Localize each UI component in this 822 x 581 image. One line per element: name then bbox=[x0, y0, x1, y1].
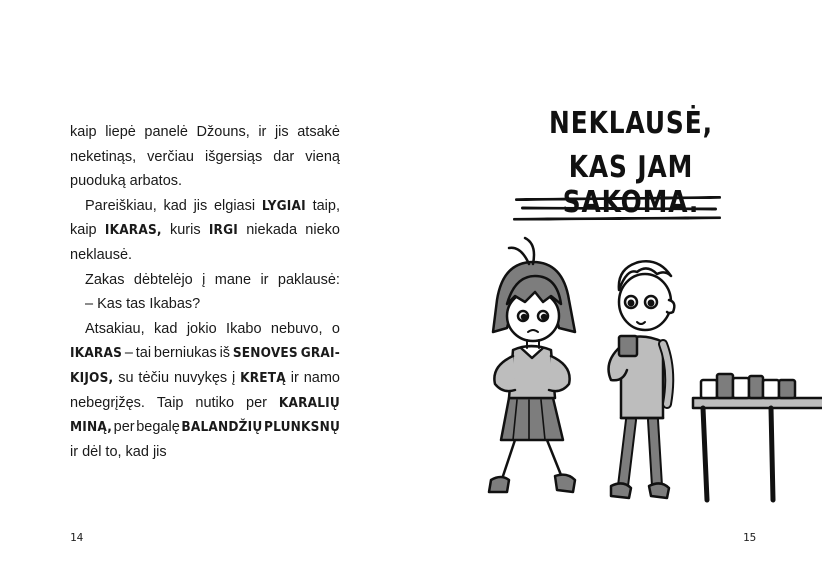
text-word: neklausė. bbox=[70, 247, 133, 263]
page-number-right: 15 bbox=[743, 531, 757, 544]
text-line bbox=[70, 418, 340, 436]
text-word: Kas bbox=[97, 296, 123, 313]
page-number-left: 14 bbox=[70, 531, 84, 544]
text-word: per bbox=[246, 394, 267, 411]
text-word: kad bbox=[154, 320, 178, 337]
text-word: į bbox=[202, 271, 206, 288]
text-word: ir bbox=[70, 443, 79, 460]
text-word: ir bbox=[290, 370, 299, 386]
text-word: tas bbox=[126, 296, 146, 313]
text-line bbox=[70, 344, 340, 362]
text-word: neketinąs, bbox=[70, 148, 137, 165]
text-word: Zakas bbox=[85, 271, 125, 288]
text-word: Džouns, bbox=[196, 124, 250, 140]
text-word: liepė bbox=[105, 124, 136, 140]
text-word: nebuvo, bbox=[270, 320, 323, 337]
text-word: nieko bbox=[305, 222, 340, 239]
text-word: IKARAS bbox=[70, 345, 123, 362]
text-word: berniukas bbox=[153, 345, 217, 362]
text-word: kaip bbox=[70, 124, 97, 140]
text-word: vieną bbox=[305, 148, 340, 165]
text-word: GRAI- bbox=[300, 345, 340, 362]
text-word: dėbtelėjo bbox=[133, 271, 193, 288]
text-line bbox=[70, 443, 340, 461]
text-word: puoduką bbox=[70, 173, 126, 190]
right-page bbox=[411, 0, 822, 581]
text-line bbox=[70, 221, 340, 239]
text-word: arbatos. bbox=[129, 173, 183, 190]
text-line bbox=[70, 148, 340, 166]
text-word: dar bbox=[273, 148, 295, 165]
text-word: MINĄ, bbox=[70, 419, 113, 436]
text-word: IKARAS, bbox=[104, 222, 162, 239]
text-word: tai bbox=[135, 345, 152, 362]
text-word: nutiko bbox=[195, 394, 235, 411]
heading-line-2: KAS JAM SAKOMA. bbox=[562, 150, 700, 220]
boy-figure bbox=[609, 261, 675, 498]
heading-line-1: NEKLAUSĖ, bbox=[549, 106, 713, 141]
text-line bbox=[85, 197, 340, 215]
text-word: per bbox=[113, 419, 135, 436]
text-word: PLUNKSNŲ bbox=[264, 419, 340, 436]
text-word: paklausė: bbox=[277, 271, 340, 288]
text-word: jis bbox=[193, 197, 208, 214]
text-line bbox=[70, 369, 340, 387]
text-word: tėčiu bbox=[138, 370, 170, 386]
text-word: namo bbox=[303, 370, 340, 386]
text-word: į bbox=[232, 370, 236, 386]
text-word: IRGI bbox=[208, 222, 238, 239]
text-line bbox=[85, 295, 340, 313]
text-line bbox=[70, 123, 340, 141]
text-word: atsakė bbox=[297, 124, 340, 140]
text-word: su bbox=[118, 370, 134, 386]
text-word: SENOVES bbox=[232, 345, 298, 362]
text-word: jis bbox=[274, 124, 289, 140]
text-word: begalę bbox=[136, 419, 180, 436]
text-line bbox=[70, 394, 340, 412]
text-word: LYGIAI bbox=[261, 197, 306, 214]
text-word: elgiasi bbox=[213, 197, 256, 214]
text-word: BALANDŽIŲ bbox=[181, 419, 263, 436]
text-word: KRETĄ bbox=[240, 370, 286, 386]
text-word: panelė bbox=[144, 124, 188, 140]
text-word: nebegrįžęs. bbox=[70, 394, 145, 411]
illustration bbox=[411, 0, 822, 581]
text-word: mane bbox=[214, 271, 252, 288]
text-word: Ikabo bbox=[226, 320, 262, 337]
text-word: iš bbox=[219, 345, 231, 362]
text-word: kuris bbox=[169, 222, 201, 239]
text-word: taip, bbox=[312, 197, 340, 214]
text-line bbox=[70, 172, 340, 190]
text-word: verčiau bbox=[147, 148, 194, 165]
text-word: Atsakiau, bbox=[85, 320, 145, 337]
text-line bbox=[85, 271, 340, 289]
table bbox=[693, 374, 822, 500]
text-word: išgersiąs bbox=[204, 148, 263, 165]
text-word: ir bbox=[260, 271, 269, 288]
text-word: – bbox=[124, 345, 133, 362]
girl-figure bbox=[489, 238, 575, 492]
text-word: jokio bbox=[186, 320, 217, 337]
text-line bbox=[85, 320, 340, 338]
text-line bbox=[70, 246, 340, 264]
text-word: dėl bbox=[82, 443, 102, 460]
text-word: jis bbox=[152, 443, 167, 460]
text-word: to, bbox=[105, 443, 122, 460]
text-word: KARALIŲ bbox=[278, 394, 340, 411]
text-word: kad bbox=[125, 443, 149, 460]
text-word: niekada bbox=[246, 222, 298, 239]
text-word: nuvykęs bbox=[173, 370, 228, 386]
text-word: KIJOS, bbox=[70, 370, 114, 386]
text-word: Ikabas? bbox=[149, 296, 201, 313]
text-word: ir bbox=[258, 124, 267, 140]
text-word: kad bbox=[163, 197, 187, 214]
text-word: o bbox=[331, 320, 340, 337]
text-word: – bbox=[85, 296, 94, 313]
text-word: Pareiškiau, bbox=[85, 197, 157, 214]
text-word: Taip bbox=[156, 394, 184, 411]
text-word: kaip bbox=[70, 222, 97, 239]
